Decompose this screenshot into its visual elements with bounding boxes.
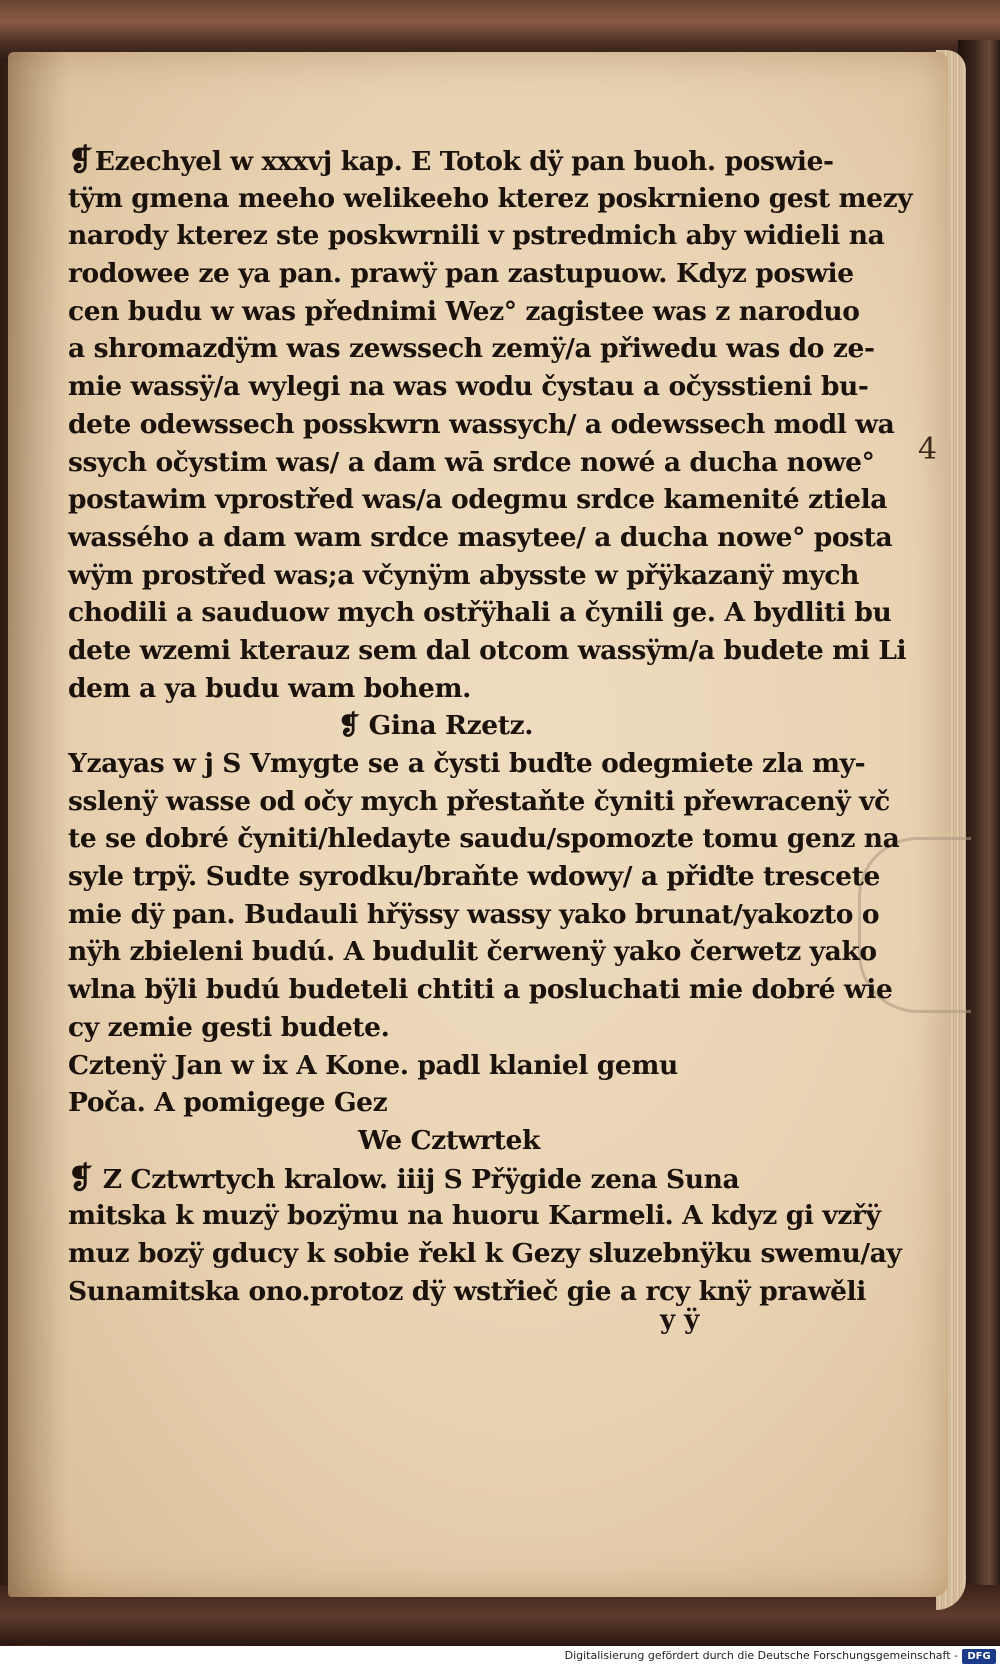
- text-line: mie dÿ pan. Budauli hřÿssy wassy yako brunat/yakozto o: [68, 898, 880, 930]
- paragraph-izaias: [68, 745, 900, 1047]
- footer-bar: [0, 1646, 1000, 1669]
- paragraph-ezechiel: [68, 142, 913, 707]
- text-line: chodili a sauduow mych ostřÿhali a čynili ge. A bydliti bu: [68, 597, 892, 629]
- text-line: mie wassÿ/a wylegi na was wodu čystau a očysstieni bu-: [68, 371, 869, 403]
- text-line: Poča. A pomigege Gez: [68, 1087, 388, 1119]
- text-line: wassého a dam wam srdce masytee/ a ducha nowe° posta: [68, 521, 893, 553]
- text-line: sslenÿ wasse od očy mych přestaňte čyniti přewracenÿ vč: [68, 785, 890, 817]
- text-line: mitska k muzÿ bozÿmu na huoru Karmeli. A kdyz gi vzřÿ: [68, 1200, 881, 1232]
- text-line: syle trpÿ. Sudte syrodku/braňte wdowy/ a přiďte trescete: [68, 861, 880, 893]
- text-line: dem a ya budu wam bohem.: [68, 672, 471, 704]
- text-line: wÿm prostřed was;a včynÿm abysste w přÿkazanÿ mych: [68, 559, 859, 591]
- text-line: Sunamitska ono.protoz dÿ wstřieč gie a rcy knÿ prawěli: [68, 1275, 866, 1307]
- footer-credit: Digitalisierung gefördert durch die Deutsche Forschungsgemeinschaft -: [564, 1649, 958, 1662]
- pilcrow-icon: ❡: [68, 1160, 93, 1196]
- pilcrow-icon: ❡: [68, 143, 93, 178]
- text-line: dete odewssech posskwrn wassych/ a odewssech modl wa: [68, 408, 895, 440]
- dfg-logo-icon[interactable]: DFG: [962, 1649, 996, 1664]
- text-line: Yzayas w j S Vmygte se a čysti buďte odegmiete zla my-: [68, 748, 866, 779]
- text-line: a shromazdÿm was zewssech zemÿ/a přiwedu was do ze-: [68, 333, 875, 365]
- paragraph-kralow: [68, 1160, 902, 1311]
- reading-end: Kone. padl klaniel gemu: [325, 1049, 678, 1081]
- text-line: rodowee ze ya pan. prawÿ pan zastupuow. Kdyz poswie: [68, 258, 854, 290]
- reading-reference: [68, 1047, 808, 1122]
- text-line: cen budu w was přednimi Wez° zagistee was z naroduo: [68, 295, 860, 327]
- day-heading: We Cztwrtek: [358, 1124, 540, 1156]
- text-line: nÿh zbieleni budú. A budulit čerwenÿ yako čerwetz yako: [68, 936, 877, 968]
- text-line: wlna bÿli budú budeteli chtiti a posluchati mie dobré wie: [68, 974, 893, 1006]
- text-line: narody kterez ste poskwrnili v pstredmich aby widieli na: [68, 220, 885, 252]
- text-line: ssych očystim was/ a dam wā srdce nowé a ducha nowe°: [68, 446, 875, 478]
- signature-mark: y ÿ: [660, 1305, 700, 1335]
- text-line: te se dobré čyniti/hledayte saudu/spomozte tomu genz na: [68, 823, 900, 855]
- text-line: ❡Ezechyel w xxxvj kap. E Totok dÿ pan buoh. poswie-: [68, 143, 834, 178]
- text-line: dete wzemi kterauz sem dal otcom wassÿm/a budete mi Li: [68, 634, 907, 666]
- reading-start: Cztenÿ Jan w ix A: [68, 1049, 317, 1081]
- text-line: cy zemie gesti budete.: [68, 1011, 390, 1043]
- margin-mark: 4: [918, 432, 938, 467]
- text-line: muz bozÿ gducy k sobie řekl k Gezy sluzebnÿku swemu/ay: [68, 1237, 902, 1269]
- text-line: postawim vprostřed was/a odegmu srdce kamenité ztiela: [68, 484, 888, 516]
- page-text: [68, 142, 913, 1310]
- text-line: ❡ Z Cztwrtych kralow. iiij S Přÿgide zena Suna: [68, 1160, 740, 1196]
- text-line: tÿm gmena meeho welikeeho kterez poskrnieno gest mezy: [68, 182, 913, 214]
- text-line: [68, 1047, 808, 1085]
- section-heading: ❡ Gina Rzetz.: [338, 710, 534, 742]
